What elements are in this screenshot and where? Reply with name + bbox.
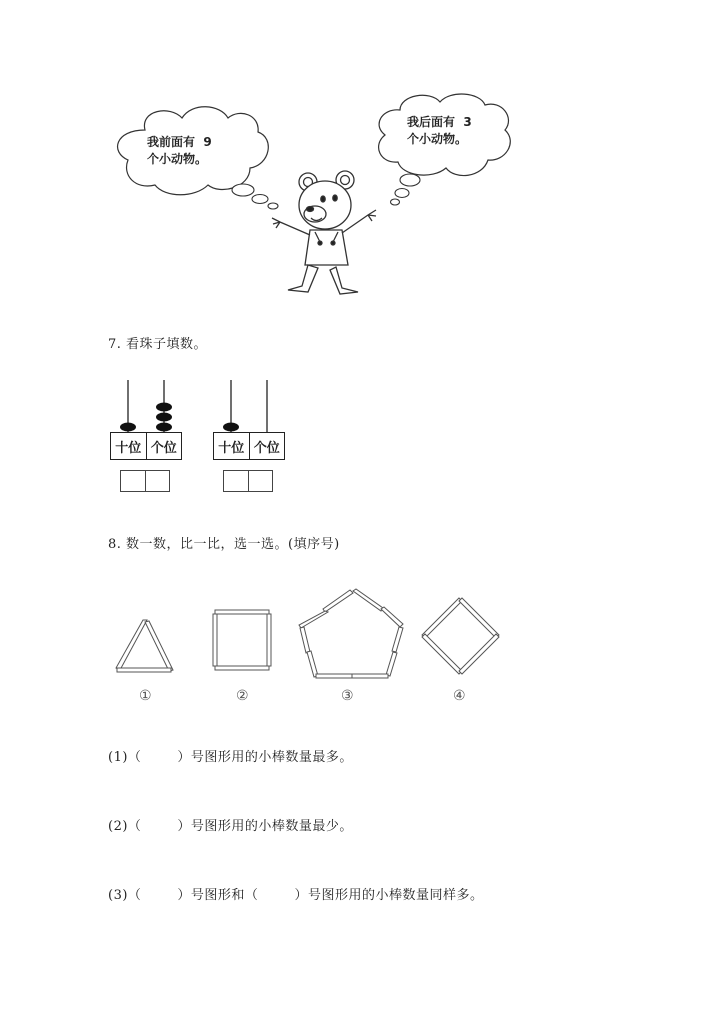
left-bubble-text xyxy=(147,134,212,168)
pentagon-stick-shape xyxy=(299,589,403,678)
q8-sq2-prefix: (2)（ xyxy=(108,819,142,834)
shape-label-1: ① xyxy=(139,688,152,704)
abacus-2-tens-answer-box[interactable] xyxy=(223,470,249,492)
abacus-2-rods xyxy=(213,378,285,433)
abacus-2-label-row xyxy=(213,432,285,460)
shape-label-4: ④ xyxy=(453,688,466,704)
q8-sq3-suffix: ）号图形用的小棒数量同样多。 xyxy=(294,888,484,903)
diamond-stick-shape xyxy=(422,598,499,674)
triangle-stick-shape xyxy=(116,620,173,672)
q8-sq3-middle: ）号图形和（ xyxy=(177,888,259,903)
abacus-1-tens-answer-box[interactable] xyxy=(120,470,146,492)
abacus-1-rods xyxy=(110,378,182,433)
q8-sq1-prefix: (1)（ xyxy=(108,750,142,765)
abacus-1-ones-label: 个位 xyxy=(150,440,177,456)
left-bubble-line1: 我前面有 9 xyxy=(147,135,212,149)
right-bubble-line1: 我后面有 3 xyxy=(407,115,472,129)
shape-label-3: ③ xyxy=(341,688,354,704)
q8-subquestion-1 xyxy=(108,746,353,765)
q8-subquestion-2 xyxy=(108,815,353,834)
abacus-2-tens-label: 十位 xyxy=(214,433,250,459)
abacus-2-ones-label: 个位 xyxy=(253,440,280,456)
bear-figure xyxy=(272,171,376,294)
right-bubble-text xyxy=(407,114,472,148)
right-bubble-line2: 个小动物。 xyxy=(407,132,468,146)
abacus-2 xyxy=(213,378,285,498)
left-bubble-line2: 个小动物。 xyxy=(147,152,208,166)
abacus-1-label-row xyxy=(110,432,182,460)
q8-subquestion-3 xyxy=(108,884,483,903)
square-stick-shape xyxy=(213,610,271,670)
abacus-2-tens-bead xyxy=(223,423,239,432)
abacus-2-ones-answer-box[interactable] xyxy=(249,470,274,492)
abacus-1-tens-label: 十位 xyxy=(111,433,147,459)
q8-title: 8. 数一数，比一比，选一选。(填序号) xyxy=(108,537,340,552)
abacus-1-ones-answer-box[interactable] xyxy=(146,470,171,492)
abacus-1 xyxy=(110,378,182,498)
q8-sq3-prefix: (3)（ xyxy=(108,888,142,903)
shape-label-2: ② xyxy=(236,688,249,704)
abacus-1-ones-bead xyxy=(156,423,172,432)
abacus-1-ones-bead xyxy=(156,413,172,422)
abacus-1-answer-boxes xyxy=(120,470,170,492)
q8-sq2-suffix: ）号图形用的小棒数量最少。 xyxy=(177,819,353,834)
q8-sq1-suffix: ）号图形用的小棒数量最多。 xyxy=(177,750,353,765)
abacus-2-answer-boxes xyxy=(223,470,273,492)
abacus-1-tens-bead xyxy=(120,423,136,432)
q7-title: 7. 看珠子填数。 xyxy=(108,337,208,352)
abacus-1-ones-bead xyxy=(156,403,172,412)
